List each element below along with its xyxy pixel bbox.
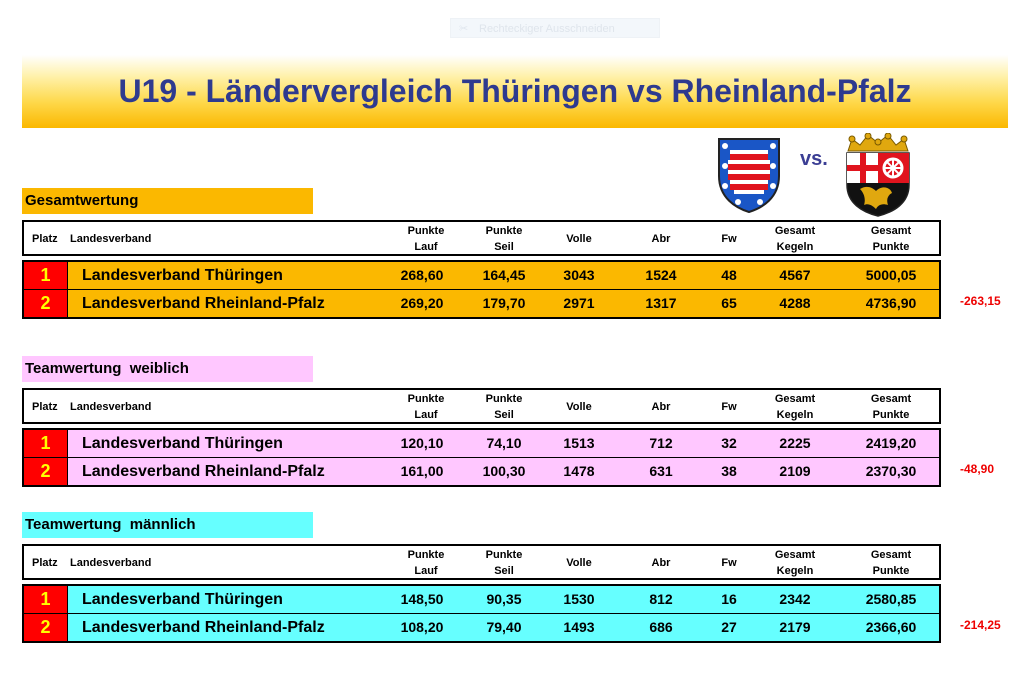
header-volle: Volle — [566, 557, 592, 569]
page-title: U19 - Ländervergleich Thüringen vs Rheinland-Pfalz — [118, 73, 912, 109]
fw-value: 32 — [721, 435, 737, 451]
volle-value: 1513 — [563, 435, 595, 451]
table-body — [22, 584, 941, 643]
gesamt-punkte-value: 2370,30 — [865, 463, 917, 479]
punkte-lauf-value: 148,50 — [400, 591, 444, 607]
rank-badge: 2 — [24, 458, 68, 485]
abr-value: 1524 — [645, 267, 677, 283]
title-banner — [22, 55, 1008, 128]
fw-value: 27 — [721, 619, 737, 635]
abr-value: 1317 — [645, 295, 677, 311]
header-fw: Fw — [721, 233, 737, 245]
team-name: Landesverband Thüringen — [82, 435, 283, 452]
gesamt-punkte-value: 2419,20 — [865, 435, 917, 451]
header-punkte-lauf-1: Punkte — [407, 225, 445, 237]
gesamt-kegeln-value: 4567 — [779, 267, 811, 283]
punkte-seil-value: 164,45 — [482, 267, 526, 283]
fw-value: 38 — [721, 463, 737, 479]
fw-value: 16 — [721, 591, 737, 607]
abr-value: 712 — [649, 435, 673, 451]
punkte-lauf-value: 120,10 — [400, 435, 444, 451]
team-name: Landesverband Rheinland-Pfalz — [82, 295, 325, 312]
header-gesamt-kegeln-2: Kegeln — [776, 241, 814, 253]
gesamt-kegeln-value: 4288 — [779, 295, 811, 311]
punkte-lauf-value: 268,60 — [400, 267, 444, 283]
team-name: Landesverband Rheinland-Pfalz — [82, 463, 325, 480]
header-punkte-seil-2: Seil — [494, 565, 514, 577]
header-punkte-seil-2: Seil — [494, 409, 514, 421]
header-punkte-seil-1: Punkte — [485, 393, 523, 405]
rank-badge: 2 — [24, 290, 68, 317]
fw-value: 65 — [721, 295, 737, 311]
gesamt-kegeln-value: 2342 — [779, 591, 811, 607]
rank-badge: 2 — [24, 614, 68, 641]
header-gesamt-kegeln-1: Gesamt — [774, 225, 816, 237]
section-teamwertung-maennlich — [22, 512, 1008, 637]
header-landesverband: Landesverband — [70, 233, 152, 245]
table-row — [24, 457, 939, 485]
header-punkte-lauf-2: Lauf — [414, 409, 438, 421]
table-body — [22, 428, 941, 487]
section-gesamtwertung — [22, 188, 1008, 313]
team-name: Landesverband Thüringen — [82, 591, 283, 608]
header-gesamt-punkte-2: Punkte — [872, 241, 910, 253]
volle-value: 3043 — [563, 267, 595, 283]
scissors-icon: ✂ — [459, 23, 469, 35]
abr-value: 686 — [649, 619, 673, 635]
section-label: Teamwertung weiblich — [22, 356, 313, 382]
header-gesamt-kegeln-2: Kegeln — [776, 409, 814, 421]
header-gesamt-punkte-1: Gesamt — [870, 393, 912, 405]
header-platz: Platz — [32, 557, 58, 569]
faded-tooltip-text: Rechteckiger Ausschneiden — [479, 23, 615, 35]
header-punkte-lauf-2: Lauf — [414, 565, 438, 577]
header-gesamt-punkte-2: Punkte — [872, 565, 910, 577]
table-row — [24, 262, 939, 289]
point-difference: -48,90 — [960, 462, 995, 476]
team-name: Landesverband Thüringen — [82, 267, 283, 284]
punkte-lauf-value: 108,20 — [400, 619, 444, 635]
header-volle: Volle — [566, 401, 592, 413]
header-punkte-seil-1: Punkte — [485, 549, 523, 561]
table-header — [22, 544, 941, 580]
gesamt-punkte-value: 2580,85 — [865, 591, 917, 607]
section-label: Gesamtwertung — [22, 188, 313, 214]
rank-badge: 1 — [24, 586, 68, 613]
volle-value: 1493 — [563, 619, 595, 635]
volle-value: 1530 — [563, 591, 595, 607]
gesamt-kegeln-value: 2225 — [779, 435, 811, 451]
table-body — [22, 260, 941, 319]
table-row — [24, 430, 939, 457]
punkte-lauf-value: 161,00 — [400, 463, 444, 479]
section-label: Teamwertung männlich — [22, 512, 313, 538]
point-difference: -263,15 — [960, 294, 1001, 308]
gesamt-punkte-value: 5000,05 — [865, 267, 917, 283]
header-punkte-seil-1: Punkte — [485, 225, 523, 237]
punkte-seil-value: 74,10 — [486, 435, 522, 451]
header-gesamt-punkte-1: Gesamt — [870, 225, 912, 237]
abr-value: 631 — [649, 463, 673, 479]
header-punkte-lauf-1: Punkte — [407, 393, 445, 405]
header-gesamt-punkte-1: Gesamt — [870, 549, 912, 561]
versus-label: vs. — [800, 148, 828, 170]
header-platz: Platz — [32, 233, 58, 245]
gesamt-punkte-value: 2366,60 — [865, 619, 917, 635]
table-row — [24, 613, 939, 641]
rank-badge: 1 — [24, 262, 68, 289]
header-abr: Abr — [651, 233, 671, 245]
rank-badge: 1 — [24, 430, 68, 457]
punkte-seil-value: 79,40 — [486, 619, 522, 635]
header-gesamt-kegeln-1: Gesamt — [774, 393, 816, 405]
header-punkte-lauf-2: Lauf — [414, 241, 438, 253]
volle-value: 2971 — [563, 295, 595, 311]
header-landesverband: Landesverband — [70, 557, 152, 569]
header-platz: Platz — [32, 401, 58, 413]
header-abr: Abr — [651, 557, 671, 569]
faded-tooltip — [450, 18, 660, 38]
section-teamwertung-weiblich — [22, 356, 1008, 481]
table-row — [24, 586, 939, 613]
header-fw: Fw — [721, 401, 737, 413]
team-name: Landesverband Rheinland-Pfalz — [82, 619, 325, 636]
header-abr: Abr — [651, 401, 671, 413]
punkte-seil-value: 179,70 — [482, 295, 526, 311]
punkte-lauf-value: 269,20 — [400, 295, 444, 311]
header-gesamt-punkte-2: Punkte — [872, 409, 910, 421]
header-fw: Fw — [721, 557, 737, 569]
header-gesamt-kegeln-1: Gesamt — [774, 549, 816, 561]
header-gesamt-kegeln-2: Kegeln — [776, 565, 814, 577]
gesamt-punkte-value: 4736,90 — [865, 295, 917, 311]
header-punkte-lauf-1: Punkte — [407, 549, 445, 561]
header-volle: Volle — [566, 233, 592, 245]
abr-value: 812 — [649, 591, 673, 607]
header-punkte-seil-2: Seil — [494, 241, 514, 253]
table-header — [22, 388, 941, 424]
table-row — [24, 289, 939, 317]
volle-value: 1478 — [563, 463, 595, 479]
gesamt-kegeln-value: 2109 — [779, 463, 811, 479]
gesamt-kegeln-value: 2179 — [779, 619, 811, 635]
table-header — [22, 220, 941, 256]
punkte-seil-value: 100,30 — [482, 463, 526, 479]
header-landesverband: Landesverband — [70, 401, 152, 413]
point-difference: -214,25 — [960, 618, 1001, 632]
punkte-seil-value: 90,35 — [486, 591, 522, 607]
fw-value: 48 — [721, 267, 737, 283]
